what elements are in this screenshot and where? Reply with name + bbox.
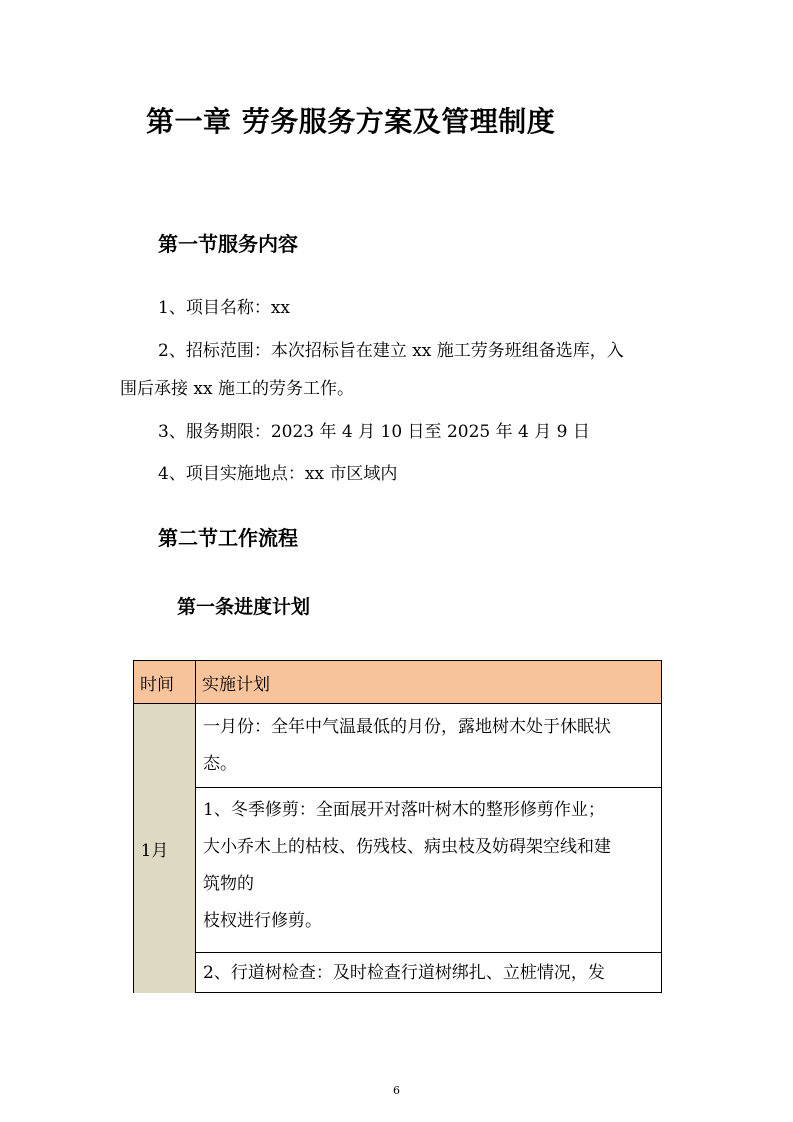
plan-line: 2、行道树检查：及时检查行道树绑扎、立桩情况，发: [203, 963, 605, 983]
item-project-name: 1、项目名称：xx: [158, 298, 290, 318]
item-service-period: 3、服务期限：2023 年 4 月 10 日至 2025 年 4 月 9 日: [158, 422, 590, 442]
table-cell-month: 1月: [134, 704, 196, 993]
plan-line: 1、冬季修剪：全面展开对落叶树木的整形修剪作业；: [203, 800, 605, 820]
plan-line: 筑物的: [203, 874, 254, 894]
table-header-time: 时间: [134, 661, 196, 704]
plan-line: 一月份：全年中气温最低的月份，露地树木处于休眠状: [203, 717, 611, 737]
table-row: [134, 704, 662, 788]
plan-cell-overview: [196, 704, 662, 788]
chapter-title: 第一章 劳务服务方案及管理制度: [146, 105, 556, 138]
item-project-location: 4、项目实施地点：xx 市区域内: [158, 464, 398, 484]
section-title-workflow: 第二节工作流程: [158, 526, 298, 550]
plan-line: 态。: [203, 754, 237, 774]
table-row: [134, 953, 662, 993]
plan-line: 大小乔木上的枯枝、伤残枝、病虫枝及妨碍架空线和建: [203, 837, 611, 857]
table-header-row: [134, 661, 662, 704]
section-title-service-content: 第一节服务内容: [158, 232, 298, 256]
schedule-table: [133, 660, 662, 993]
item-bid-scope-continued: 围后承接 xx 施工的劳务工作。: [120, 379, 354, 399]
item-bid-scope: 2、招标范围：本次招标旨在建立 xx 施工劳务班组备选库，入: [158, 341, 624, 361]
plan-line: 枝杈进行修剪。: [203, 911, 322, 931]
table-row: [134, 788, 662, 953]
plan-cell-street-tree-check: [196, 953, 662, 993]
article-title-schedule: 第一条进度计划: [177, 596, 311, 618]
table-header-plan: 实施计划: [196, 661, 662, 704]
plan-cell-winter-pruning: [196, 788, 662, 953]
page-number: 6: [393, 1084, 400, 1097]
